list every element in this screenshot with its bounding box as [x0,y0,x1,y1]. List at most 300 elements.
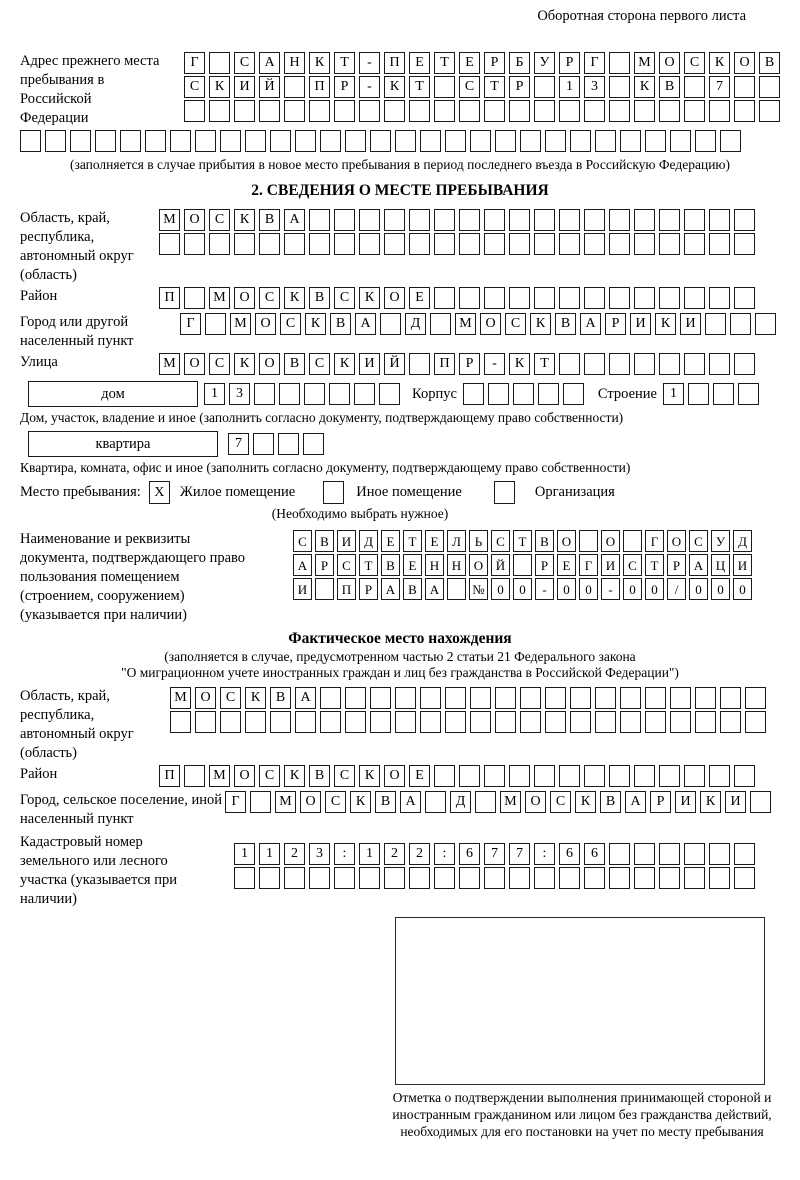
char-cell[interactable]: Й [384,353,405,375]
char-cell[interactable]: В [315,530,334,552]
char-cell[interactable] [334,867,355,889]
char-cell[interactable] [734,100,755,122]
char-cell[interactable] [284,100,305,122]
char-cell[interactable]: М [159,353,180,375]
char-cell[interactable]: О [195,687,216,709]
char-cell[interactable] [559,353,580,375]
char-cell[interactable]: 0 [513,578,532,600]
char-cell[interactable]: А [425,578,444,600]
char-cell[interactable]: 1 [359,843,380,865]
char-cell[interactable]: А [284,209,305,231]
char-cell[interactable]: Д [733,530,752,552]
char-cell[interactable]: Р [650,791,671,813]
char-cell[interactable] [509,209,530,231]
char-cell[interactable]: Е [403,554,422,576]
char-cell[interactable]: А [259,52,280,74]
char-cell[interactable] [745,687,766,709]
char-cell[interactable]: С [280,313,301,335]
char-cell[interactable] [120,130,141,152]
char-cell[interactable]: К [634,76,655,98]
char-cell[interactable] [95,130,116,152]
char-cell[interactable]: А [689,554,708,576]
char-cell[interactable]: : [434,843,455,865]
char-cell[interactable]: С [505,313,526,335]
char-cell[interactable] [688,383,709,405]
char-cell[interactable] [447,578,466,600]
char-cell[interactable]: Т [434,52,455,74]
char-cell[interactable] [434,867,455,889]
char-cell[interactable]: 2 [284,843,305,865]
char-cell[interactable]: Е [459,52,480,74]
char-cell[interactable] [734,233,755,255]
char-cell[interactable] [250,791,271,813]
char-cell[interactable]: - [484,353,505,375]
char-cell[interactable]: Р [334,76,355,98]
char-cell[interactable]: М [275,791,296,813]
char-cell[interactable]: Р [667,554,686,576]
char-cell[interactable]: П [309,76,330,98]
char-cell[interactable] [284,76,305,98]
char-cell[interactable] [545,687,566,709]
char-cell[interactable] [509,233,530,255]
char-cell[interactable]: Г [225,791,246,813]
char-cell[interactable]: Т [334,52,355,74]
char-cell[interactable] [670,711,691,733]
char-cell[interactable] [409,353,430,375]
char-cell[interactable]: О [300,791,321,813]
char-cell[interactable] [459,100,480,122]
char-cell[interactable] [659,233,680,255]
char-cell[interactable]: : [534,843,555,865]
char-cell[interactable]: / [667,578,686,600]
char-cell[interactable]: С [334,765,355,787]
char-cell[interactable] [463,383,484,405]
char-cell[interactable] [484,233,505,255]
char-cell[interactable] [484,100,505,122]
char-cell[interactable] [184,233,205,255]
char-cell[interactable] [620,130,641,152]
char-cell[interactable]: А [293,554,312,576]
char-cell[interactable]: В [375,791,396,813]
char-cell[interactable] [334,209,355,231]
char-cell[interactable] [488,383,509,405]
char-cell[interactable]: И [234,76,255,98]
char-cell[interactable] [659,843,680,865]
char-cell[interactable] [645,130,666,152]
char-cell[interactable]: Г [579,554,598,576]
char-cell[interactable] [595,687,616,709]
char-cell[interactable] [253,433,274,455]
char-cell[interactable] [509,867,530,889]
char-cell[interactable]: К [530,313,551,335]
char-cell[interactable]: К [709,52,730,74]
char-cell[interactable] [495,711,516,733]
char-cell[interactable] [303,433,324,455]
checkbox-residential[interactable]: X [149,481,170,504]
char-cell[interactable] [684,76,705,98]
char-cell[interactable] [270,711,291,733]
char-cell[interactable]: Р [509,76,530,98]
char-cell[interactable] [345,687,366,709]
char-cell[interactable]: С [220,687,241,709]
char-cell[interactable]: К [359,287,380,309]
char-cell[interactable] [434,287,455,309]
char-cell[interactable]: 7 [509,843,530,865]
char-cell[interactable] [609,765,630,787]
char-cell[interactable]: Р [459,353,480,375]
char-cell[interactable] [475,791,496,813]
char-cell[interactable]: - [601,578,620,600]
char-cell[interactable]: О [480,313,501,335]
char-cell[interactable]: К [305,313,326,335]
char-cell[interactable]: Н [284,52,305,74]
char-cell[interactable]: 6 [584,843,605,865]
char-cell[interactable] [459,287,480,309]
char-cell[interactable]: Т [403,530,422,552]
char-cell[interactable] [234,100,255,122]
char-cell[interactable] [559,765,580,787]
char-cell[interactable] [334,233,355,255]
char-cell[interactable] [713,383,734,405]
char-cell[interactable] [295,711,316,733]
char-cell[interactable]: И [733,554,752,576]
char-cell[interactable]: 0 [733,578,752,600]
char-cell[interactable]: С [259,287,280,309]
char-cell[interactable] [559,100,580,122]
char-cell[interactable] [595,711,616,733]
char-cell[interactable]: П [434,353,455,375]
char-cell[interactable]: О [469,554,488,576]
char-cell[interactable] [709,233,730,255]
char-cell[interactable] [434,209,455,231]
char-cell[interactable]: К [284,765,305,787]
char-cell[interactable]: М [230,313,251,335]
char-cell[interactable] [745,711,766,733]
char-cell[interactable]: Г [184,52,205,74]
char-cell[interactable]: 1 [663,383,684,405]
char-cell[interactable] [734,765,755,787]
char-cell[interactable] [459,867,480,889]
char-cell[interactable]: В [600,791,621,813]
char-cell[interactable]: № [469,578,488,600]
char-cell[interactable] [634,287,655,309]
char-cell[interactable] [684,287,705,309]
char-cell[interactable] [584,233,605,255]
char-cell[interactable] [534,867,555,889]
char-cell[interactable] [345,130,366,152]
char-cell[interactable] [609,867,630,889]
char-cell[interactable]: О [234,765,255,787]
char-cell[interactable]: В [555,313,576,335]
char-cell[interactable]: О [557,530,576,552]
char-cell[interactable]: С [684,52,705,74]
char-cell[interactable]: Т [534,353,555,375]
char-cell[interactable] [184,287,205,309]
char-cell[interactable] [634,233,655,255]
char-cell[interactable] [220,130,241,152]
char-cell[interactable]: С [337,554,356,576]
char-cell[interactable] [520,130,541,152]
char-cell[interactable] [659,353,680,375]
char-cell[interactable] [559,867,580,889]
char-cell[interactable] [670,130,691,152]
char-cell[interactable] [634,843,655,865]
char-cell[interactable] [395,130,416,152]
char-cell[interactable] [734,287,755,309]
char-cell[interactable] [509,765,530,787]
char-cell[interactable]: К [234,209,255,231]
char-cell[interactable] [359,209,380,231]
char-cell[interactable]: Д [450,791,471,813]
char-cell[interactable] [445,687,466,709]
char-cell[interactable]: У [534,52,555,74]
char-cell[interactable] [513,383,534,405]
char-cell[interactable]: И [359,353,380,375]
char-cell[interactable]: 2 [384,843,405,865]
char-cell[interactable]: Е [425,530,444,552]
char-cell[interactable] [570,130,591,152]
char-cell[interactable] [584,353,605,375]
char-cell[interactable]: К [575,791,596,813]
char-cell[interactable]: 2 [409,843,430,865]
char-cell[interactable] [309,233,330,255]
char-cell[interactable] [284,867,305,889]
char-cell[interactable] [534,287,555,309]
char-cell[interactable] [359,100,380,122]
char-cell[interactable]: 1 [259,843,280,865]
char-cell[interactable]: 3 [309,843,330,865]
char-cell[interactable]: К [350,791,371,813]
char-cell[interactable] [359,867,380,889]
char-cell[interactable]: П [337,578,356,600]
char-cell[interactable] [584,209,605,231]
char-cell[interactable] [334,100,355,122]
char-cell[interactable] [420,130,441,152]
char-cell[interactable] [370,687,391,709]
char-cell[interactable] [634,353,655,375]
char-cell[interactable] [445,130,466,152]
char-cell[interactable]: С [184,76,205,98]
char-cell[interactable]: Р [559,52,580,74]
char-cell[interactable]: О [601,530,620,552]
char-cell[interactable]: Р [315,554,334,576]
char-cell[interactable] [259,233,280,255]
char-cell[interactable] [595,130,616,152]
char-cell[interactable] [609,353,630,375]
char-cell[interactable] [709,287,730,309]
char-cell[interactable]: А [295,687,316,709]
char-cell[interactable]: К [384,76,405,98]
char-cell[interactable] [520,687,541,709]
char-cell[interactable] [609,287,630,309]
char-cell[interactable]: Д [405,313,426,335]
char-cell[interactable] [209,52,230,74]
char-cell[interactable]: 0 [711,578,730,600]
char-cell[interactable] [659,100,680,122]
char-cell[interactable] [278,433,299,455]
char-cell[interactable] [620,687,641,709]
checkbox-organization[interactable] [494,481,515,504]
char-cell[interactable] [709,867,730,889]
char-cell[interactable]: Е [557,554,576,576]
char-cell[interactable] [234,233,255,255]
char-cell[interactable]: Л [447,530,466,552]
char-cell[interactable]: А [625,791,646,813]
char-cell[interactable]: О [659,52,680,74]
char-cell[interactable] [534,100,555,122]
char-cell[interactable] [609,233,630,255]
char-cell[interactable] [329,383,350,405]
char-cell[interactable] [420,687,441,709]
char-cell[interactable]: С [689,530,708,552]
char-cell[interactable] [709,353,730,375]
char-cell[interactable] [634,867,655,889]
char-cell[interactable] [684,209,705,231]
char-cell[interactable]: Е [409,765,430,787]
char-cell[interactable] [320,711,341,733]
char-cell[interactable]: М [209,287,230,309]
char-cell[interactable] [684,765,705,787]
char-cell[interactable] [195,711,216,733]
char-cell[interactable]: П [159,287,180,309]
char-cell[interactable] [384,209,405,231]
char-cell[interactable] [354,383,375,405]
char-cell[interactable] [470,687,491,709]
char-cell[interactable]: 3 [229,383,250,405]
char-cell[interactable] [620,711,641,733]
char-cell[interactable]: С [259,765,280,787]
char-cell[interactable] [570,687,591,709]
char-cell[interactable]: О [259,353,280,375]
char-cell[interactable] [730,313,751,335]
char-cell[interactable] [380,313,401,335]
char-cell[interactable] [284,233,305,255]
char-cell[interactable] [609,52,630,74]
char-cell[interactable] [259,100,280,122]
char-cell[interactable] [309,209,330,231]
char-cell[interactable] [484,287,505,309]
char-cell[interactable] [309,867,330,889]
char-cell[interactable]: И [675,791,696,813]
char-cell[interactable]: С [209,353,230,375]
char-cell[interactable]: В [284,353,305,375]
char-cell[interactable]: - [535,578,554,600]
char-cell[interactable]: К [700,791,721,813]
checkbox-other-premises[interactable] [323,481,344,504]
char-cell[interactable]: У [711,530,730,552]
char-cell[interactable] [379,383,400,405]
char-cell[interactable]: 0 [557,578,576,600]
char-cell[interactable] [659,765,680,787]
char-cell[interactable] [609,843,630,865]
char-cell[interactable] [495,130,516,152]
char-cell[interactable]: И [680,313,701,335]
char-cell[interactable] [304,383,325,405]
char-cell[interactable]: С [334,287,355,309]
char-cell[interactable]: С [234,52,255,74]
char-cell[interactable] [195,130,216,152]
char-cell[interactable]: 1 [204,383,225,405]
char-cell[interactable]: 0 [645,578,664,600]
char-cell[interactable]: Е [409,287,430,309]
char-cell[interactable] [370,130,391,152]
char-cell[interactable]: А [355,313,376,335]
char-cell[interactable] [534,765,555,787]
char-cell[interactable] [720,687,741,709]
char-cell[interactable]: 0 [689,578,708,600]
char-cell[interactable]: И [630,313,651,335]
char-cell[interactable] [395,687,416,709]
char-cell[interactable]: Д [359,530,378,552]
char-cell[interactable]: К [234,353,255,375]
char-cell[interactable] [209,100,230,122]
char-cell[interactable] [634,100,655,122]
char-cell[interactable]: К [655,313,676,335]
char-cell[interactable]: Н [425,554,444,576]
char-cell[interactable]: 0 [491,578,510,600]
char-cell[interactable] [709,100,730,122]
char-cell[interactable]: К [245,687,266,709]
char-cell[interactable] [545,711,566,733]
char-cell[interactable]: Т [484,76,505,98]
char-cell[interactable]: С [623,554,642,576]
char-cell[interactable] [609,76,630,98]
char-cell[interactable]: Т [513,530,532,552]
char-cell[interactable]: А [400,791,421,813]
char-cell[interactable]: О [667,530,686,552]
char-cell[interactable] [445,711,466,733]
char-cell[interactable]: О [184,209,205,231]
char-cell[interactable] [709,843,730,865]
char-cell[interactable]: Ц [711,554,730,576]
char-cell[interactable] [559,287,580,309]
char-cell[interactable] [159,233,180,255]
char-cell[interactable] [738,383,759,405]
char-cell[interactable] [434,233,455,255]
char-cell[interactable] [409,867,430,889]
char-cell[interactable]: В [330,313,351,335]
char-cell[interactable] [370,711,391,733]
char-cell[interactable] [470,130,491,152]
char-cell[interactable] [434,765,455,787]
char-cell[interactable] [459,209,480,231]
char-cell[interactable]: С [491,530,510,552]
char-cell[interactable] [684,867,705,889]
char-cell[interactable]: С [459,76,480,98]
char-cell[interactable] [705,313,726,335]
char-cell[interactable] [434,100,455,122]
char-cell[interactable] [170,711,191,733]
char-cell[interactable] [259,867,280,889]
char-cell[interactable] [734,867,755,889]
char-cell[interactable]: А [580,313,601,335]
char-cell[interactable] [684,353,705,375]
char-cell[interactable] [495,687,516,709]
char-cell[interactable]: 1 [559,76,580,98]
char-cell[interactable]: Р [359,578,378,600]
char-cell[interactable] [563,383,584,405]
char-cell[interactable]: 7 [484,843,505,865]
char-cell[interactable] [670,687,691,709]
char-cell[interactable]: С [325,791,346,813]
char-cell[interactable]: К [209,76,230,98]
char-cell[interactable]: 1 [234,843,255,865]
char-cell[interactable]: О [234,287,255,309]
char-cell[interactable]: Т [645,554,664,576]
char-cell[interactable] [684,233,705,255]
char-cell[interactable] [395,711,416,733]
char-cell[interactable]: Р [535,554,554,576]
